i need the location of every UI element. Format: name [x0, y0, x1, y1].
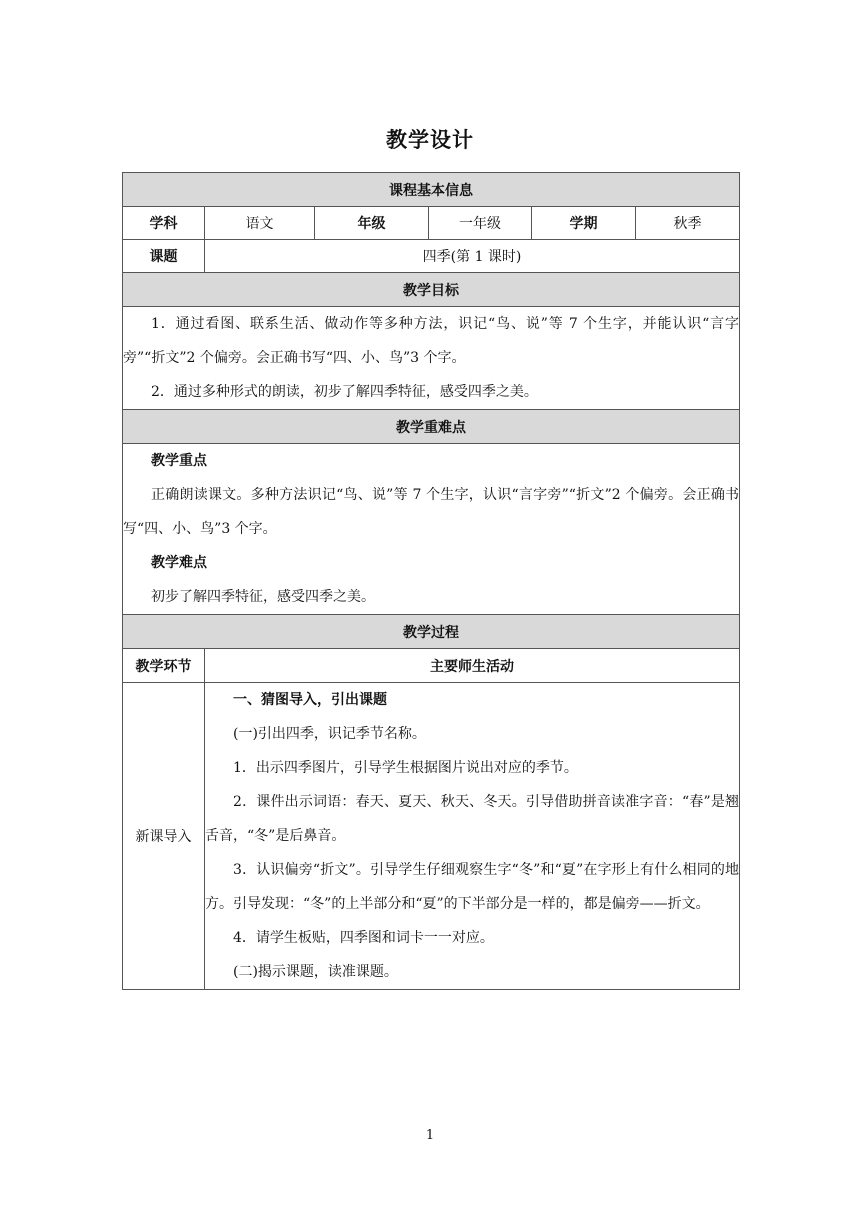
topic-value: 四季(第 1 课时)	[205, 240, 740, 273]
activity-column-header: 主要师生活动	[205, 649, 740, 683]
lesson-plan-table	[122, 172, 740, 990]
grade-label: 年级	[315, 207, 429, 240]
objectives-cell	[123, 307, 740, 410]
objectives-header: 教学目标	[123, 273, 740, 307]
activity-line: 3．认识偏旁“折文”。引导学生仔细观察生字“冬”和“夏”在字形上有什么相同的地方。引导发现：“冬”的上半部分和“夏”的下半部分是一样的，都是偏旁——折文。	[205, 862, 740, 912]
key-points-header: 教学重难点	[123, 410, 740, 444]
difficulty-text: 初步了解四季特征，感受四季之美。	[151, 589, 375, 605]
key-points-cell	[123, 444, 740, 615]
stage-name: 新课导入	[123, 683, 205, 990]
activity-line: (一)引出四季，识记季节名称。	[233, 726, 426, 742]
term-value: 秋季	[636, 207, 740, 240]
objective-item: 1．通过看图、联系生活、做动作等多种方法，识记“鸟、说”等 7 个生字，并能认识“言字旁”“折文”2 个偏旁。会正确书写“四、小、鸟”3 个字。	[123, 316, 740, 366]
process-header: 教学过程	[123, 615, 740, 649]
activity-cell	[205, 683, 740, 990]
objective-item: 2．通过多种形式的朗读，初步了解四季特征，感受四季之美。	[151, 384, 538, 400]
activity-line: 2．课件出示词语：春天、夏天、秋天、冬天。引导借助拼音读准字音：“春”是翘舌音，“冬”是后鼻音。	[205, 794, 740, 844]
subject-value: 语文	[205, 207, 315, 240]
activity-line: 1．出示四季图片，引导学生根据图片说出对应的季节。	[233, 760, 578, 776]
topic-label: 课题	[123, 240, 205, 273]
document-title: 教学设计	[386, 128, 474, 152]
section-title: 一、猜图导入，引出课题	[233, 692, 387, 708]
stage-column-header: 教学环节	[123, 649, 205, 683]
difficulty-title: 教学难点	[151, 555, 207, 571]
subject-label: 学科	[123, 207, 205, 240]
grade-value: 一年级	[429, 207, 532, 240]
basic-info-header: 课程基本信息	[123, 173, 740, 207]
page-number: 1	[425, 1128, 435, 1143]
focus-title: 教学重点	[151, 453, 207, 469]
activity-line: (二)揭示课题，读准课题。	[233, 964, 398, 980]
activity-line: 4．请学生板贴，四季图和词卡一一对应。	[233, 930, 494, 946]
focus-text: 正确朗读课文。多种方法识记“鸟、说”等 7 个生字，认识“言字旁”“折文”2 个偏旁。会正确书写“四、小、鸟”3 个字。	[123, 487, 740, 537]
term-label: 学期	[532, 207, 636, 240]
